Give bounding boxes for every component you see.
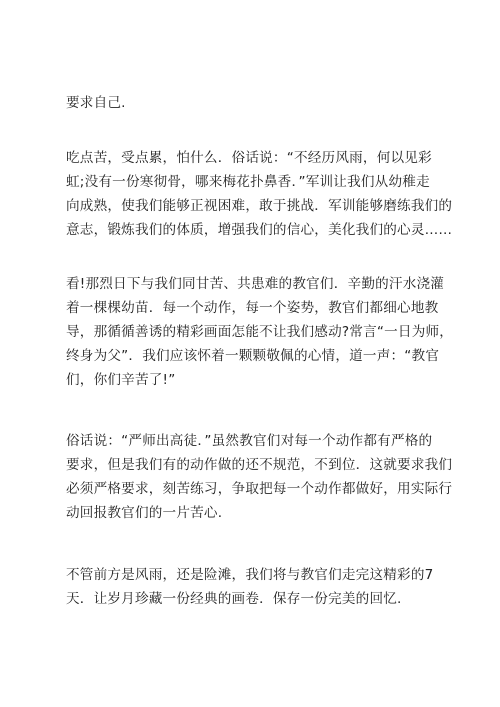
text-line: 终身为父”．我们应该怀着一颗颗敬佩的心情，道一声：“教官	[66, 348, 440, 364]
text-line: 向成熟，使我们能够正视困难，敢于挑战．军训能够磨练我们的	[66, 198, 453, 214]
text-line: 俗话说：“严师出高徒．”虽然教官们对每一个动作都有严格的	[66, 433, 433, 449]
text-line: 不管前方是风雨，还是险滩，我们将与教官们走完这精彩的7	[66, 567, 434, 583]
paragraph-1	[66, 91, 438, 115]
text-line: 意志，锻炼我们的体质，增强我们的信心，美化我们的心灵……	[66, 222, 453, 238]
paragraph-4	[66, 429, 453, 525]
text-line: 必须严格要求，刻苦练习，争取把每一个动作都做好，用实际行	[66, 481, 453, 497]
text-line: 们，你们辛苦了!”	[66, 372, 176, 388]
paragraph-5	[66, 563, 438, 611]
paragraph-2	[66, 146, 453, 242]
text-line: 看!那烈日下与我们同甘苦、共患难的教官们．辛勤的汗水浇灌	[66, 276, 445, 292]
text-line: 虹;没有一份寒彻骨，哪来梅花扑鼻香．”军训让我们从幼稚走	[66, 174, 430, 190]
text-line: 着一棵棵幼苗．每一个动作，每一个姿势，教官们都细心地教	[66, 300, 439, 316]
text-line: 要求，但是我们有的动作做的还不规范，不到位．这就要求我们	[66, 457, 453, 473]
text-line: 动回报教官们的一片苦心.	[66, 505, 223, 521]
text-line: 天．让岁月珍藏一份经典的画卷．保存一份完美的回忆.	[66, 591, 402, 607]
paragraph-3	[66, 272, 454, 392]
text-line: 导，那循循善诱的精彩画面怎能不让我们感动?常言“一日为师，	[66, 324, 454, 340]
text-line: 吃点苦，受点累，怕什么．俗话说：“不经历风雨，何以见彩	[66, 150, 432, 166]
text-line: 要求自己.	[66, 95, 126, 111]
